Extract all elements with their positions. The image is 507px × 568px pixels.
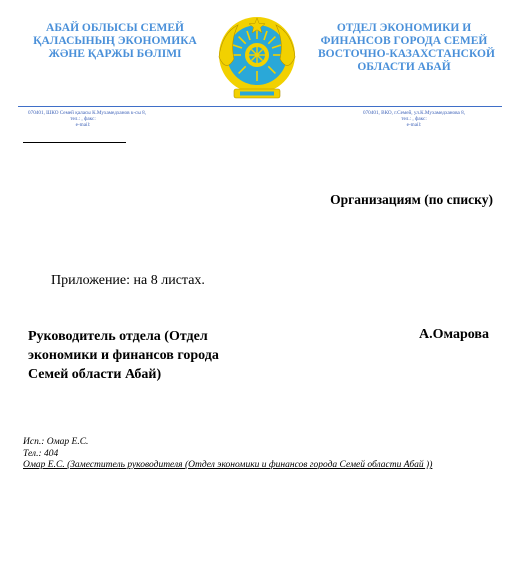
kazakhstan-emblem-icon <box>216 11 298 103</box>
address-russian-street: 070401, ВКО, г.Семей, ул.К.Мухамедханова 8, <box>362 110 466 116</box>
address-kazakh <box>28 110 147 128</box>
org-name-kazakh <box>30 22 200 61</box>
org-name-russian <box>318 22 495 74</box>
org-name-kazakh-line-3: ЖӘНЕ ҚАРЖЫ БӨЛІМІ <box>48 48 182 60</box>
signature-note: Омар Е.С. (Заместитель руководителя (Отдел экономики и финансов города Семей области Абай )) <box>23 460 433 470</box>
registration-number-line <box>23 142 126 143</box>
recipient: Организациям (по списку) <box>330 192 493 207</box>
signer-name: А.Омарова <box>419 327 489 342</box>
executor-phone: Тел.: 404 <box>23 448 59 459</box>
org-name-kazakh-line-2: ҚАЛАСЫНЫҢ ЭКОНОМИКА <box>33 35 197 47</box>
signer-position-line-1: Руководитель отдела (Отдел <box>28 329 208 344</box>
address-kazakh-phone: тел.: , факс: <box>70 116 96 122</box>
address-russian <box>350 110 478 128</box>
org-name-russian-line-1: ОТДЕЛ ЭКОНОМИКИ И <box>336 22 472 34</box>
address-kazakh-street: 070401, ШКО Семей қаласы К.Мухамедханов к-сы 8, <box>28 110 147 116</box>
org-name-russian-line-4: ОБЛАСТИ АБАЙ <box>357 61 451 73</box>
header-divider <box>18 106 502 107</box>
executor-name: Исп.: Омар Е.С. <box>23 437 89 447</box>
signer-position-line-2: экономики и финансов города <box>28 348 219 363</box>
attachment-note: Приложение: на 8 листах. <box>51 273 205 288</box>
org-name-russian-line-2: ФИНАНСОВ ГОРОДА СЕМЕЙ <box>320 35 488 47</box>
address-russian-email: e-mail: <box>406 122 422 128</box>
org-name-russian-line-3: ВОСТОЧНО-КАЗАХСТАНСКОЙ <box>318 48 495 60</box>
signer-position <box>28 327 268 384</box>
address-kazakh-email: e-mail: <box>75 122 91 128</box>
executor-block <box>23 437 432 472</box>
address-russian-phone: тел.: , факс: <box>401 116 427 122</box>
org-name-kazakh-line-1: АБАЙ ОБЛЫСЫ СЕМЕЙ <box>46 22 184 34</box>
signer-position-line-3: Семей области Абай) <box>28 367 162 382</box>
